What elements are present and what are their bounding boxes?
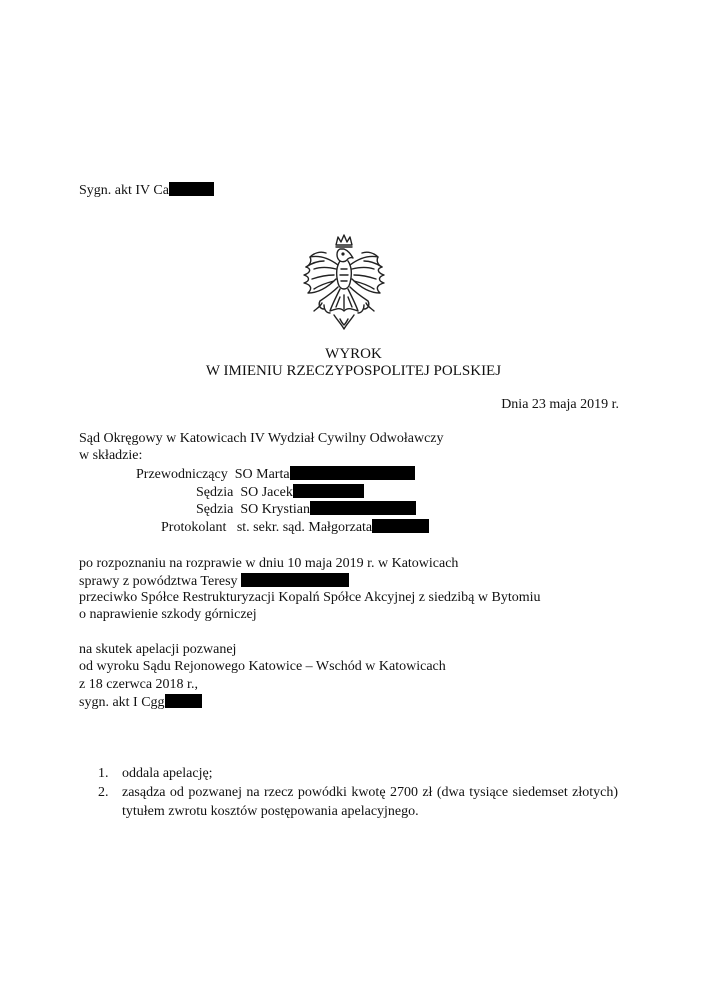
ruling-item <box>98 783 618 821</box>
appeal-line: z 18 czerwca 2018 r., <box>79 677 198 692</box>
ruling-list <box>98 764 618 821</box>
panel-name: SO Krystian <box>240 502 310 517</box>
redaction-block <box>372 519 429 533</box>
panel-member-judge <box>196 484 364 501</box>
appeal-line <box>79 694 202 711</box>
appeal-line: od wyroku Sądu Rejonowego Katowice – Wschód w Katowicach <box>79 659 446 674</box>
panel-role: Sędzia <box>196 502 234 517</box>
document-subtitle: W IMIENIU RZECZYPOSPOLITEJ POLSKIEJ <box>205 363 502 379</box>
ruling-item <box>98 764 618 783</box>
case-reference <box>79 182 214 199</box>
redaction-block <box>169 182 214 196</box>
appeal-text: sygn. akt I Cgg <box>79 695 165 710</box>
panel-role: Przewodniczący <box>136 467 228 482</box>
panel-name: SO Marta <box>234 467 290 482</box>
redaction-block <box>165 694 202 708</box>
judgment-date: Dnia 23 maja 2019 r. <box>501 397 619 412</box>
proceedings-line <box>79 573 349 590</box>
clerk-role: Protokolant <box>161 520 227 535</box>
polish-eagle-emblem-icon <box>296 231 392 333</box>
court-clerk <box>161 519 429 536</box>
proceedings-line: przeciwko Spółce Restrukturyzacji Kopalń Spółce Akcyjnej z siedzibą w Bytomiu <box>79 590 541 605</box>
redaction-block <box>290 466 415 480</box>
panel-role: Sędzia <box>196 485 234 500</box>
appeal-line: na skutek apelacji pozwanej <box>79 642 237 657</box>
panel-name: SO Jacek <box>240 485 293 500</box>
ruling-text: oddala apelację; <box>122 766 213 781</box>
ruling-number: 2. <box>98 785 109 800</box>
proceedings-line: po rozpoznaniu na rozprawie w dniu 10 maja 2019 r. w Katowicach <box>79 556 459 571</box>
redaction-block <box>310 501 416 515</box>
clerk-name: st. sekr. sąd. Małgorzata <box>236 520 373 535</box>
panel-member-judge <box>196 501 416 518</box>
proceedings-line: o naprawienie szkody górniczej <box>79 607 257 622</box>
panel-member-presiding <box>136 466 415 483</box>
redaction-block <box>293 484 364 498</box>
ruling-number: 1. <box>98 766 109 781</box>
ruling-text: zasądza od pozwanej na rzecz powódki kwotę 2700 zł (dwa tysiące siedemset złotych) tytułem zwrotu kosztów postępowania apelacyjnego. <box>122 785 618 819</box>
case-reference-text: Sygn. akt IV Ca <box>79 183 169 198</box>
proceedings-text: sprawy z powództwa Teresy <box>79 574 238 589</box>
court-name: Sąd Okręgowy w Katowicach IV Wydział Cywilny Odwoławczy <box>79 431 444 446</box>
document-title: WYROK <box>325 346 382 362</box>
redaction-block <box>241 573 349 587</box>
composition-label: w składzie: <box>79 448 143 463</box>
